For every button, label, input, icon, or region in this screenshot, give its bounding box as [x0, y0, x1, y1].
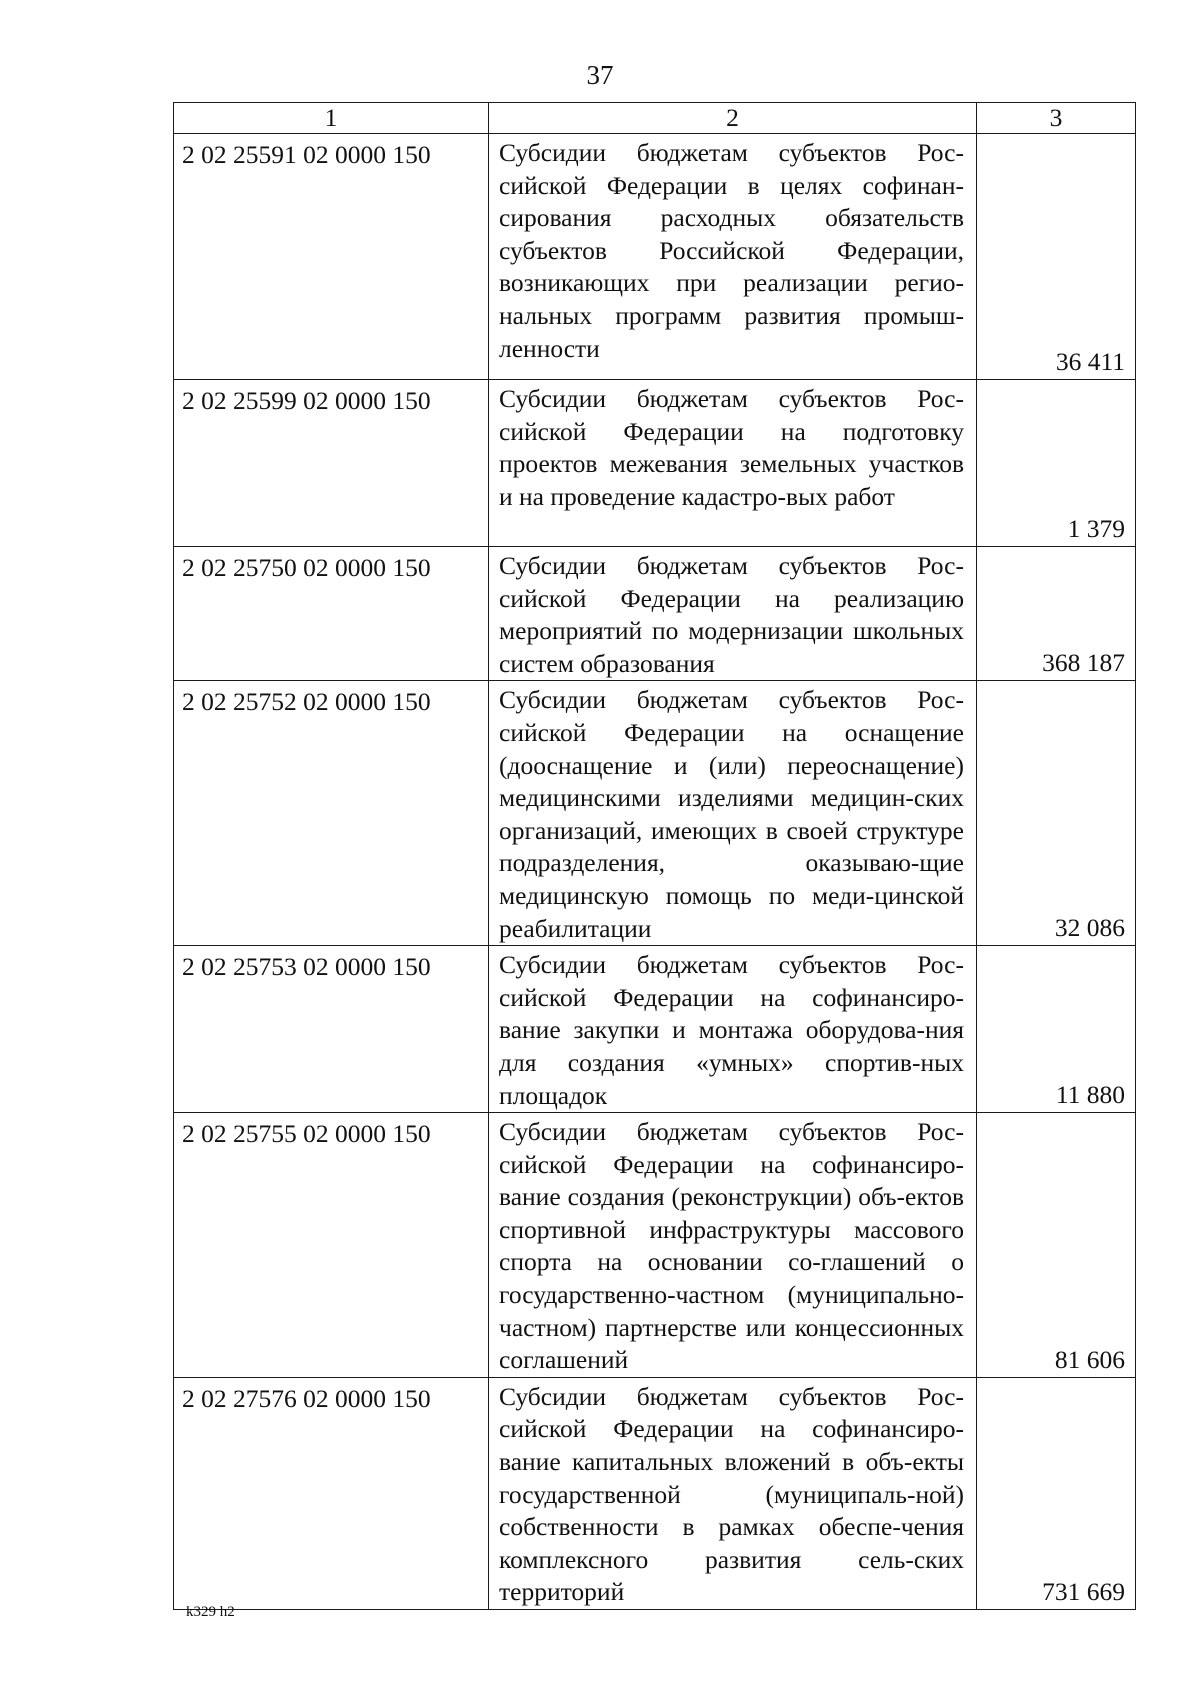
revenue-amount: 81 606	[977, 1113, 1136, 1378]
table-row	[174, 547, 1136, 681]
revenue-description: Субсидии бюджетам субъектов Рос-сийской Федерации в целях софинан-сирования расходных обязательств субъектов Российской Федерации, возникающих при реализации регио-нальных программ развития промыш-ленности	[489, 134, 977, 380]
revenue-amount: 32 086	[977, 681, 1136, 946]
revenue-amount: 368 187	[977, 547, 1136, 681]
document-footer-code: k329 h2	[186, 1604, 235, 1620]
column-header-amount: 3	[977, 103, 1136, 134]
revenue-code: 2 02 25591 02 0000 150	[174, 134, 489, 380]
column-header-code: 1	[174, 103, 489, 134]
table-header-row	[174, 103, 1136, 134]
revenue-description: Субсидии бюджетам субъектов Рос-сийской Федерации на реализацию мероприятий по модернизации школьных систем образования	[489, 547, 977, 681]
revenue-code: 2 02 27576 02 0000 150	[174, 1377, 489, 1609]
table-row	[174, 380, 1136, 547]
revenue-code: 2 02 25755 02 0000 150	[174, 1113, 489, 1378]
table-row	[174, 946, 1136, 1113]
table-row	[174, 1377, 1136, 1609]
revenue-description: Субсидии бюджетам субъектов Рос-сийской Федерации на софинансиро-вание создания (реконструкции) объ-ектов спортивной инфраструктуры массового спорта на основании со-глашений о государственно-частном (муниципально-частном) партнерстве или концессионных соглашений	[489, 1113, 977, 1378]
revenue-code: 2 02 25750 02 0000 150	[174, 547, 489, 681]
budget-revenue-table	[173, 102, 1136, 1610]
table-row	[174, 1113, 1136, 1378]
revenue-amount: 11 880	[977, 946, 1136, 1113]
table-row	[174, 134, 1136, 380]
revenue-code: 2 02 25753 02 0000 150	[174, 946, 489, 1113]
revenue-description: Субсидии бюджетам субъектов Рос-сийской Федерации на подготовку проектов межевания земельных участков и на проведение кадастро-вых работ	[489, 380, 977, 547]
revenue-code: 2 02 25752 02 0000 150	[174, 681, 489, 946]
revenue-amount: 36 411	[977, 134, 1136, 380]
page-number: 37	[586, 60, 614, 90]
column-header-description: 2	[489, 103, 977, 134]
revenue-description: Субсидии бюджетам субъектов Рос-сийской Федерации на оснащение (дооснащение и (или) переоснащение) медицинскими изделиями медицин-ских организаций, имеющих в своей структуре подразделения, оказываю-щие медицинскую помощь по меди-цинской реабилитации	[489, 681, 977, 946]
revenue-amount: 1 379	[977, 380, 1136, 547]
revenue-description: Субсидии бюджетам субъектов Рос-сийской Федерации на софинансиро-вание закупки и монтажа оборудова-ния для создания «умных» спортив-ных площадок	[489, 946, 977, 1113]
table-row	[174, 681, 1136, 946]
revenue-amount: 731 669	[977, 1377, 1136, 1609]
revenue-description: Субсидии бюджетам субъектов Рос-сийской Федерации на софинансиро-вание капитальных вложений в объ-екты государственной (муниципаль-ной) собственности в рамках обеспе-чения комплексного развития сель-ских территорий	[489, 1377, 977, 1609]
revenue-code: 2 02 25599 02 0000 150	[174, 380, 489, 547]
